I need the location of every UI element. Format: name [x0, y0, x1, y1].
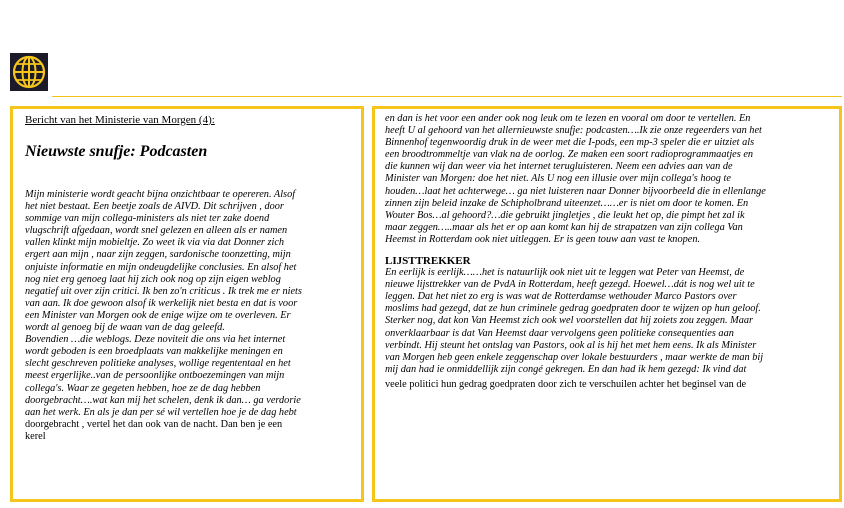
text-line: van aan. Ik doe gewoon alsof ik werkelijk niet besta en dat is voor — [25, 297, 298, 309]
text-line: doorgebracht , vertel het dan ook van de nacht. Dan ben je een — [25, 418, 283, 430]
globe-logo-icon — [10, 53, 48, 91]
text-line: en dan is het voor een ander ook nog leuk om te lezen en vooral om door te vertellen. En — [385, 113, 751, 124]
text-line: het niet bestaat. Een beetje zoals de AIVD. Dit schrijven , door — [25, 201, 284, 213]
text-line: nieuwe lijsttrekker van de PvdA in Rotterdam, heeft gezegd. Hoewel…dát is nog wel uit te — [385, 279, 755, 291]
text-line: die kunnen wij dan weer via het internet terugluisteren. Neem een advies aan van de — [385, 161, 733, 173]
text-line: een Minister van Morgen ook de enige wijze om te overleven. Er — [25, 309, 291, 321]
text-line: doorgebracht….wat kan mij het schelen, denk ik dan… ga verdorie — [25, 394, 301, 406]
text-line: kerel — [25, 430, 46, 442]
text-line: collega's. Waar ze gegeten hebben, hoe ze de dag hebben — [25, 382, 261, 394]
header-rule — [52, 96, 842, 97]
text-line: Bovendien …die weblogs. Deze noviteit die ons via het internet — [25, 334, 286, 346]
text-line: houden…laat het achterwege… ga niet luisteren naar Donner bijvoorbeeld die in ellenlange — [385, 185, 766, 197]
text-line: verbindt. Hij steunt het ontslag van Pastors, ook al is hij het met hem eens. Ik als Minister — [385, 339, 757, 351]
text-line: mij dan had ie onmiddellijk zijn congé gekregen. En dan had ik hem gezegd: Ik vind dat — [385, 363, 747, 375]
text-line: Mijn ministerie wordt geacht bijna onzichtbaar te opereren. Alsof — [25, 189, 296, 200]
text-line: onverklaarbaar is dat Van Heemst daar vervolgens geen politieke consequenties aan — [385, 327, 734, 339]
text-line: leggen. Dat het niet zo erg is was wat de Rotterdamse wethouder Marco Pastors over — [385, 291, 737, 303]
text-line: vallen klinkt mijn mobieltje. Zo weet ik via via dat Donner zich — [25, 237, 285, 249]
text-line: wordt al genoeg bij de waan van de dag geleefd. — [25, 322, 225, 334]
article-body-right-section — [385, 267, 831, 391]
text-line: veele politici hun gedrag goedpraten door zich te verschuilen achter het beginsel van de — [385, 378, 747, 390]
article-body-left — [25, 189, 353, 443]
text-line: negatief uit over zijn critici. Ik ben zo'n criticus . Ik trek me er niets — [25, 285, 302, 297]
text-line: Heemst in Rotterdam ook niet uitleggen. Er is geen touw aan vast te knopen. — [385, 233, 701, 245]
text-line: ergert aan mijn , naar zijn zeggen, sardonische toonzetting, mijn — [25, 249, 291, 261]
text-line: Minister van Morgen: doe het niet. Als U nog een illusie over mijn collega's hoog te — [385, 173, 731, 185]
text-line: vlugschrift afgedaan, wordt snel gelezen en alleen als er namen — [25, 225, 288, 237]
section-heading: LIJSTTREKKER — [385, 255, 471, 268]
text-line: nog niet erg genoeg laat hij zich ook nog op zijn eigen weblog — [25, 273, 281, 285]
article-title: Nieuwste snufje: Podcasten — [25, 143, 208, 160]
left-column — [10, 106, 364, 502]
text-line: zinnen zijn beleid inzake de Schipholbrand uiteenzet……er is niet om door te komen. En — [385, 197, 749, 209]
text-line: onjuiste informatie en mijn ondeugdelijke conclusies. En alsof het — [25, 261, 297, 273]
text-line: aan het werk. En als je dan per sé wil vertellen hoe je de dag hebt — [25, 406, 297, 418]
text-line: wordt geboden is een broedplaats van makkelijke meningen en — [25, 346, 283, 358]
article-body-right — [385, 113, 831, 246]
text-line: maar zeggen…..maar als het er op aan komt kan hij de strapatzen van zijn collega Van — [385, 221, 743, 233]
text-line: slecht geschreven politieke analyses, wollige regententaal en het — [25, 358, 291, 370]
text-line: heeft U al gehoord van het allernieuwste snufje: podcasten….Ik zie onze regeerders van het — [385, 125, 762, 137]
text-line: En eerlijk is eerlijk……het is natuurlijk ook niet uit te leggen wat Peter van Heemst, de — [385, 267, 745, 279]
text-line: Sterker nog, dat kon Van Heemst zich ook wel voorstellen dat hij zoiets zou zeggen. Maar — [385, 315, 754, 327]
text-line: een broodtrommeltje van vlak na de oorlog. Ze maken een soort radioprogrammaatjes en — [385, 149, 754, 161]
text-line: van Morgen heb geen enkele zeggenschap over lokale bestuurders , maar werkte de man bij — [385, 351, 764, 363]
text-line: Wouter Bos…al gehoord?…die gebruikt jingletjes , die leukt het op, die pimpt het zal ik — [385, 209, 745, 221]
text-line: moslims had gezegd, dat ze hun criminele gedrag goedpraten door te wijzen op hun geloof. — [385, 303, 761, 315]
right-column — [372, 106, 842, 502]
article-header: Bericht van het Ministerie van Morgen (4): — [25, 114, 215, 126]
text-line: sommige van mijn collega-ministers als niet ter zake doend — [25, 213, 270, 225]
text-line: meest ergerlijke..van de persoonlijke ontboezemingen van mijn — [25, 370, 285, 382]
text-line: Binnenhof tegenwoordig druk in de weer met die I-pods, een mp-3 speler die er uitziet als — [385, 137, 755, 149]
